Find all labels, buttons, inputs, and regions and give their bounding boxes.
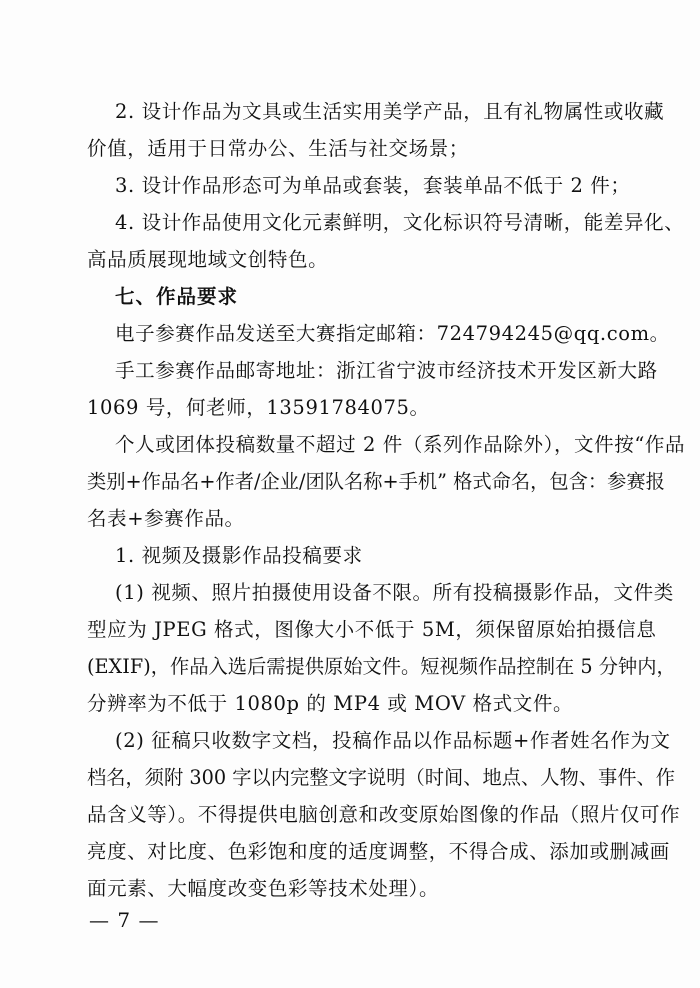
paragraph-line-18: (2) 征稿只收数字文档，投稿作品以作品标题+作者姓名作为文 [115, 729, 671, 752]
paragraph-line-20: 品含义等）。不得提供电脑创意和改变原始图像的作品（照片仅可作 [87, 803, 681, 826]
paragraph-line-3: 3. 设计作品形态可为单品或套装，套装单品不低于 2 件； [115, 174, 631, 197]
paragraph-line-11: 类别+作品名+作者/企业/团队名称+手机” 格式命名，包含：参赛报 [87, 470, 665, 493]
paragraph-line-22: 面元素、大幅度改变色彩等技术处理）。 [87, 877, 440, 900]
paragraph-line-19: 档名，须附 300 字以内完整文字说明（时间、地点、人物、事件、作 [87, 766, 675, 789]
paragraph-line-5: 高品质展现地域文创特色。 [87, 248, 329, 271]
paragraph-line-10: 个人或团体投稿数量不超过 2 件（系列作品除外），文件按“作品 [115, 433, 686, 456]
paragraph-line-12: 名表+参赛作品。 [87, 507, 245, 530]
section-heading: 七、作品要求 [115, 285, 239, 308]
paragraph-line-15: 型应为 JPEG 格式，图像大小不低于 5M，须保留原始拍摄信息 [87, 618, 657, 641]
paragraph-line-16: (EXIF)，作品入选后需提供原始文件。短视频作品控制在 5 分钟内， [87, 655, 676, 678]
paragraph-line-17: 分辨率为不低于 1080p 的 MP4 或 MOV 格式文件。 [87, 692, 574, 715]
paragraph-line-8: 手工参赛作品邮寄地址：浙江省宁波市经济技术开发区新大路 [115, 359, 658, 382]
paragraph-line-7: 电子参赛作品发送至大赛指定邮箱：724794245@qq.com。 [115, 322, 670, 345]
paragraph-line-1: 2. 设计作品为文具或生活实用美学产品，且有礼物属性或收藏 [115, 100, 665, 123]
paragraph-line-9: 1069 号，何老师，13591784075。 [87, 396, 430, 419]
paragraph-line-2: 价值，适用于日常办公、生活与社交场景； [87, 137, 469, 160]
page-number: — 7 — [89, 908, 160, 932]
paragraph-line-14: (1) 视频、照片拍摄使用设备不限。所有投稿摄影作品，文件类 [115, 581, 674, 604]
paragraph-line-21: 亮度、对比度、色彩饱和度的适度调整，不得合成、添加或删减画 [87, 840, 670, 863]
paragraph-line-4: 4. 设计作品使用文化元素鲜明，文化标识符号清晰，能差异化、 [115, 211, 685, 234]
subheading-video-photo: 1. 视频及摄影作品投稿要求 [115, 544, 363, 567]
